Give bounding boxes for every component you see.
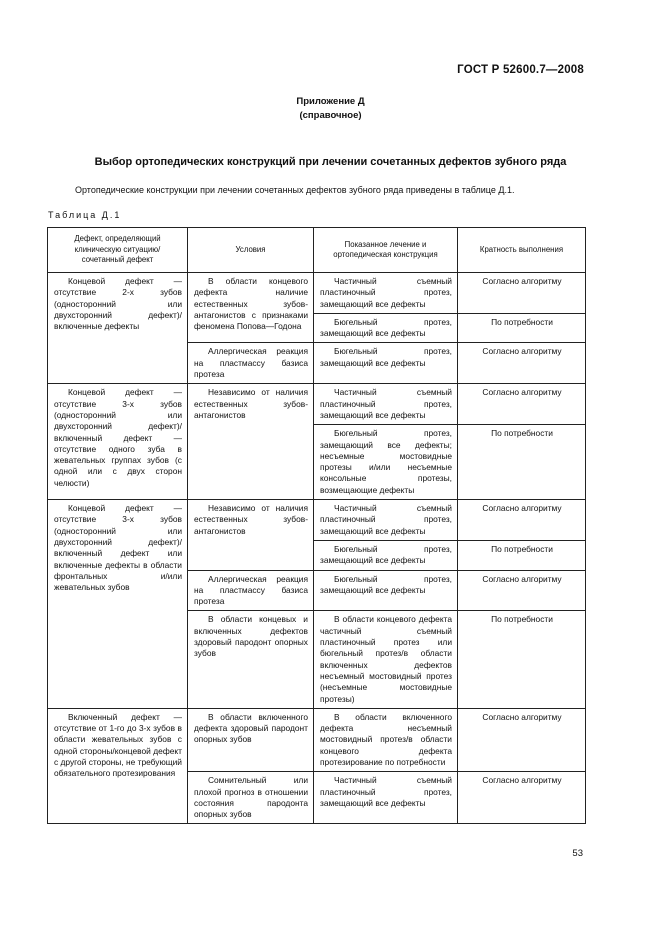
treatment-cell: Бюгельный протез, замещающий все дефекты [314,343,458,384]
table-row [48,500,586,541]
treatment-cell: Бюгельный протез, замещающий все дефекты [314,313,458,343]
frequency-cell: Согласно алгоритму [458,343,586,384]
condition-cell: В области концевого дефекта наличие естественных зубов-антагонистов с признаками феномена Попова—Годона [188,273,314,343]
condition-cell: Аллергическая реакция на пластмассу базиса протеза [188,570,314,611]
treatment-cell: В области концевого дефекта частичный съемный пластиночный протез или бюгельный протез/в области включенных дефектов несъемный мостовидный протез (несъемные мостовидные протезы) [314,611,458,708]
condition-cell: Аллергическая реакция на пластмассу базиса протеза [188,343,314,384]
treatment-cell: Бюгельный протез, замещающий все дефекты; несъемные мостовидные протезы и/или несъемные консольные протезы, возмещающие дефекты [314,425,458,500]
treatment-cell: Частичный съемный пластиночный протез, замещающий все дефекты [314,500,458,541]
frequency-cell: По потребности [458,540,586,570]
header-conditions: Условия [188,228,314,273]
frequency-cell: Согласно алгоритму [458,772,586,824]
defect-cell: Концевой дефект — отсутствие 3-х зубов (односторонний или двухсторонний дефект)/включенный дефект — отсутствие одного зуба в жевательных группах зубов (с одной или с двух сторон челюсти) [48,384,188,500]
treatment-cell: В области включенного дефекта несъемный мостовидный протез/в области концевого дефекта протезирование по потребности [314,708,458,771]
page-number: 53 [572,848,583,859]
appendix-main-title: Выбор ортопедических конструкций при лечении сочетанных дефектов зубного ряда [94,156,567,168]
appendix-title: Приложение Д [296,96,365,107]
header-frequency: Кратность выполнения [458,228,586,273]
intro-paragraph: Ортопедические конструкции при лечении сочетанных дефектов зубного ряда приведены в таблице Д.1. [75,185,515,195]
header-treatment: Показанное лечение и ортопедическая конструкция [314,228,458,273]
defect-cell: Концевой дефект — отсутствие 2-х зубов (односторонний или двухсторонний дефект)/включенные дефекты [48,273,188,384]
condition-cell: В области концевых и включенных дефектов здоровый пародонт опорных зубов [188,611,314,708]
table-row [48,273,586,314]
treatment-cell: Частичный съемный пластиночный протез, замещающий все дефекты [314,384,458,425]
defect-cell: Включенный дефект — отсутствие от 1-го до 3-х зубов в области жевательных зубов с одной стороны/концевой дефект с другой стороны, не требующий обязательного протезирования [48,708,188,824]
treatment-cell: Бюгельный протез, замещающий все дефекты [314,570,458,611]
treatment-cell: Частичный съемный пластиночный протез, замещающий все дефекты [314,273,458,314]
frequency-cell: По потребности [458,425,586,500]
prosthetics-table [47,227,586,824]
appendix-type: (справочное) [299,110,362,121]
standard-number: ГОСТ Р 52600.7—2008 [457,64,584,76]
frequency-cell: По потребности [458,611,586,708]
header-defect: Дефект, определяющий клиническую ситуацию/сочетанный дефект [48,228,188,273]
treatment-cell: Частичный съемный пластиночный протез, замещающий все дефекты [314,772,458,824]
defect-cell: Концевой дефект — отсутствие 3-х зубов (односторонний или двухсторонний дефект)/включенный дефект или включенные дефекты в области фронтальных и/или жевательных зубов [48,500,188,709]
treatment-cell: Бюгельный протез, замещающий все дефекты [314,540,458,570]
table-label: Таблица Д.1 [48,210,122,220]
condition-cell: Независимо от наличия естественных зубов-антагонистов [188,500,314,570]
frequency-cell: Согласно алгоритму [458,500,586,541]
frequency-cell: По потребности [458,313,586,343]
appendix-heading [0,95,661,123]
table-header-row [48,228,586,273]
condition-cell: Независимо от наличия естественных зубов-антагонистов [188,384,314,500]
condition-cell: Сомнительный или плохой прогноз в отношении состояния пародонта опорных зубов [188,772,314,824]
frequency-cell: Согласно алгоритму [458,570,586,611]
frequency-cell: Согласно алгоритму [458,384,586,425]
frequency-cell: Согласно алгоритму [458,708,586,771]
table-row [48,384,586,425]
table-row [48,708,586,771]
condition-cell: В области включенного дефекта здоровый пародонт опорных зубов [188,708,314,771]
frequency-cell: Согласно алгоритму [458,273,586,314]
